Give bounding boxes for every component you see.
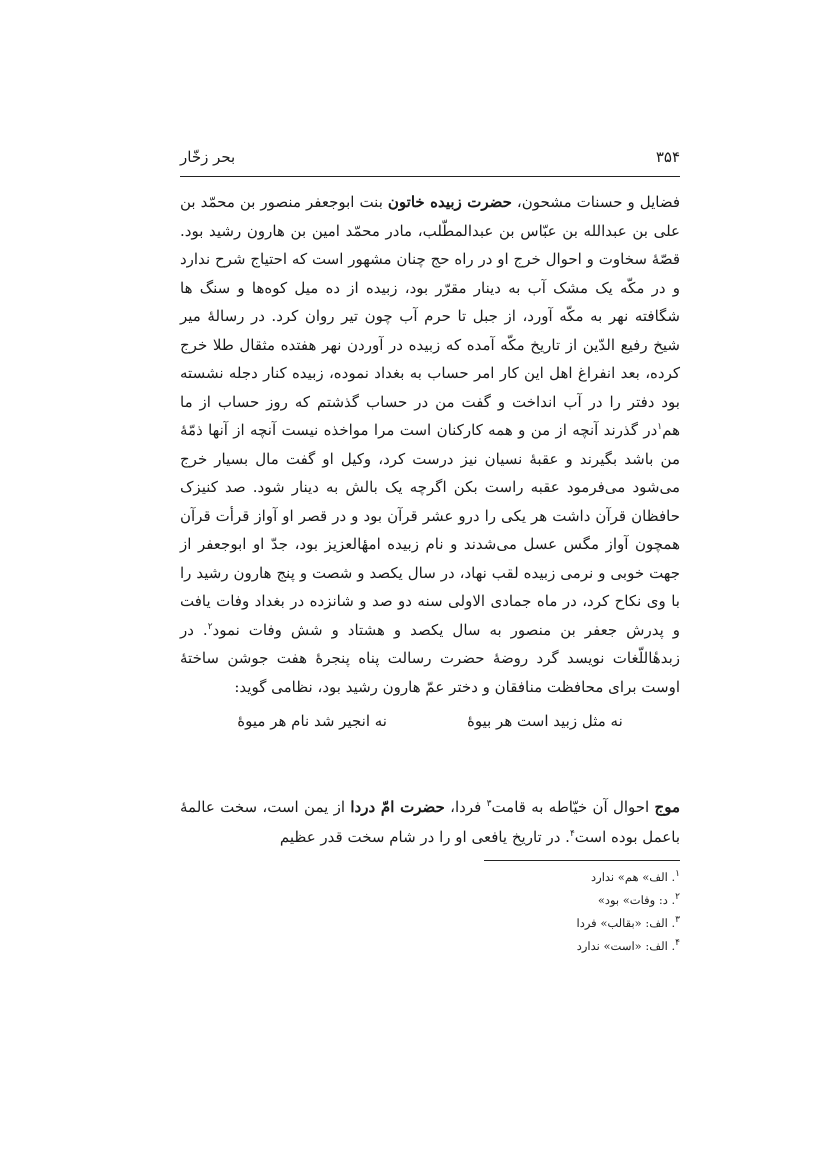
text-segment: . در تاریخ یافعی او را در شام سخت قدر عظیم (279, 828, 570, 846)
footnote-item (480, 866, 680, 889)
verse-hemistich-right: نه مثل زبید است هر بیوهٔ (466, 712, 623, 730)
footnote-number: ۱ (675, 869, 680, 880)
footnote-item (480, 935, 680, 958)
footnote-number: ۴ (675, 938, 680, 949)
footnote-marker-2[interactable]: ۲ (207, 621, 213, 632)
page-number: ۳۵۴ (655, 148, 680, 166)
entry-headword: موج (654, 798, 681, 816)
footnote-marker-3[interactable]: ۳ (486, 799, 492, 809)
verse-hemistich-left: نه انجیر شد نام هر میوهٔ (237, 712, 387, 730)
text-segment: . در زبدهٔاللّغات نویسد گرد روضهٔ حضرت رسالت پناه پنجرهٔ هفت جوشن ساختهٔ اوست برای محافظت منافقان و دختر عمّ هارون رشید بود، نظامی گوید: (180, 620, 680, 696)
text-segment: احوال آن خیّاطه به قامت (491, 798, 655, 816)
text-segment: در گذرند آنچه از من و همه کارکنان است مرا مواخذه نیست آنچه از آنها ذمّهٔ من باشد بگیرند و عقبهٔ نسیان نیز درست کرد، وکیل او گفت مال بسیار خرج می‌شود می‌فرمود عقبه راست بکن اگرچه یک بالش به دینار شود. صد کنیزک حافظان قرآن داشت هر یکی را درو عشر قرآن بود و در قصر او آواز قرأت قرآن همچون آواز مگس عسل می‌شدند و نام زبیده امهٔالعزیز بود، جدّ او ابوجعفر از جهت خوبی و نرمی زبیده لقب نهاد، در سال یکصد و شصت و پنج هارون رشید را با وی نکاح کرد، در ماه جمادی الاولی سنه دو صد و شانزده در بغداد وفات یافت و پدرش جعفر بن منصور به سال یکصد و هشتاد و شش وفات نمود (180, 421, 680, 639)
footnote-text: . الف: «بقالب» فردا (576, 916, 676, 930)
footnote-marker-4[interactable]: ۴ (569, 829, 575, 839)
paragraph-zubaida (180, 188, 680, 701)
footnote-item (480, 889, 680, 912)
paragraph-umm-darda (180, 792, 680, 852)
bold-name-umm-darda: حضرت امّ دردا (350, 798, 445, 816)
page-header (180, 148, 680, 172)
footnote-text: . الف: «است» ندارد (576, 939, 676, 953)
footnote-number: ۳ (675, 915, 680, 926)
footnote-text: . د: وفات» بود» (597, 893, 676, 907)
running-title: بحر زخّار (180, 148, 236, 166)
header-divider (180, 176, 680, 177)
footnote-divider (484, 860, 680, 861)
verse-couplet (180, 707, 680, 735)
main-paragraph (180, 188, 680, 735)
text-segment: فضایل و حسنات مشحون، (511, 193, 680, 211)
text-segment: بنت ابوجعفر منصور بن محمّد بن علی بن عبدالله بن عبّاس بن عبدالمطّلب، مادر محمّد امین بن هارون رشید بود. قصّهٔ سخاوت و احوال خرج او در راه حج چنان مشهور است که احتیاج شرح ندارد و در مکّه یک مشک آب به دینار مقرّر بود، زبیده از ده میل کوه‌ها و سنگ ها شگافته نهر به مکّه آورد، از جبل تا حرم آب چون تیر روان کرد. در رسالهٔ میر شیخ رفیع الدّین از تاریخ مکّه آمده که زبیده در آوردن نهر هفتده مثقال طلا خرج کرده، بعد انفراغ اهل این کار امر حساب به بغداد نموده، زبیده کنار دجله نشسته بود دفتر را در آب انداخت و گفت من در حساب گذشتم که روز حساب از ما هم (180, 193, 680, 439)
footnote-item (480, 912, 680, 935)
text-segment: فردا، (444, 798, 487, 816)
footnote-number: ۲ (675, 892, 680, 903)
bold-name-zubaida: حضرت زبیده خاتون (387, 193, 512, 211)
footnotes-block (480, 866, 680, 958)
entry-paragraph-mauj (180, 792, 680, 852)
footnote-marker-1[interactable]: ۱ (657, 422, 663, 432)
footnote-text: . الف» هم» ندارد (591, 870, 676, 884)
text-segment: از یمن است، سخت عالمهٔ باعمل بوده است (180, 798, 680, 846)
